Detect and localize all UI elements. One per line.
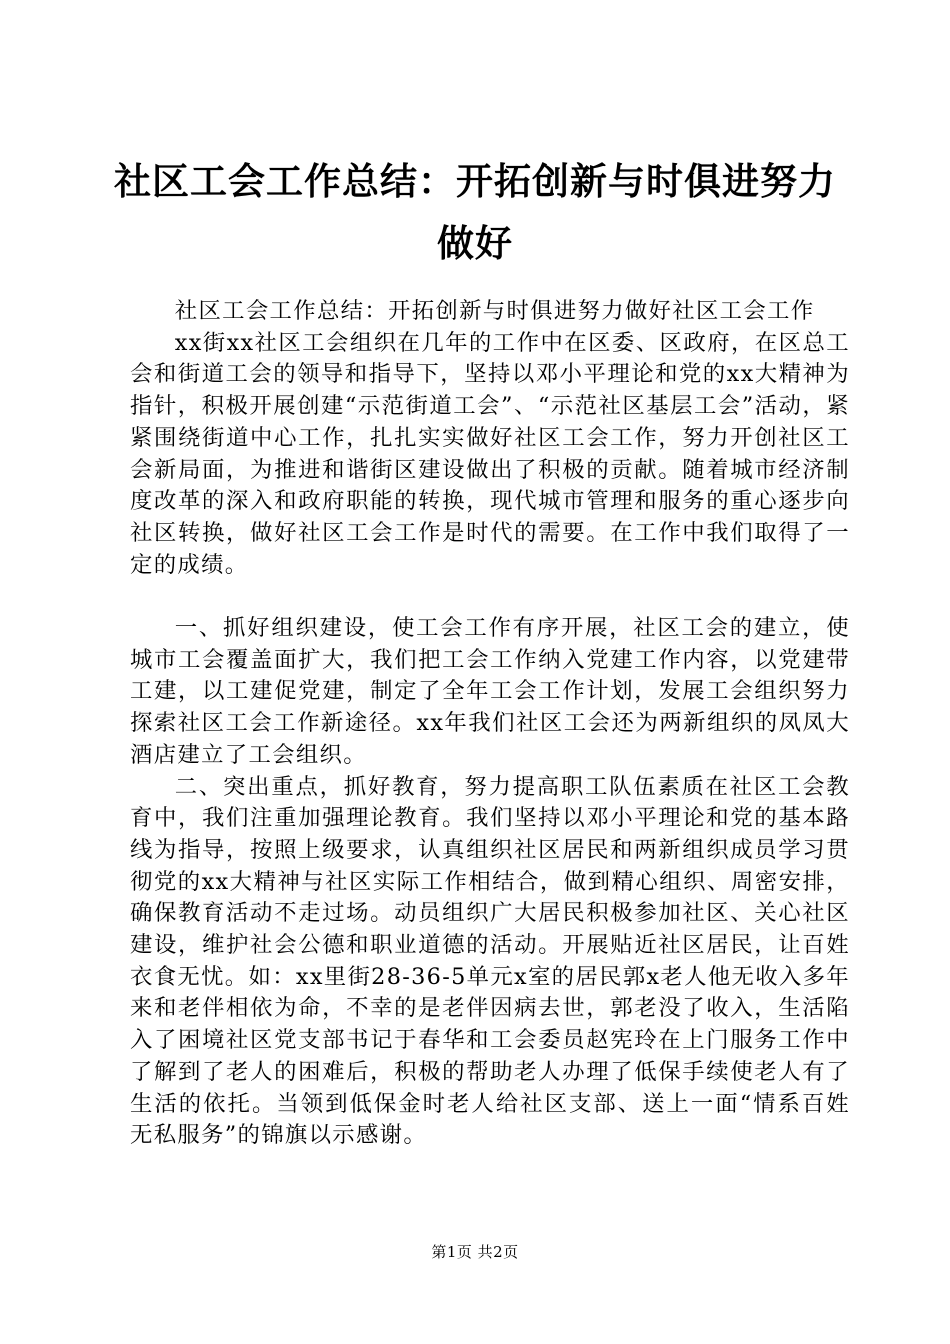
page-number-footer: 第1页 共2页 bbox=[431, 1243, 519, 1261]
paragraph-section-2: 二、突出重点，抓好教育，努力提高职工队伍素质在社区工会教育中，我们注重加强理论教育。我们坚持以邓小平理论和党的基本路线为指导，按照上级要求，认真组织社区居民和两新组织成员学习贯彻党的xx大精神与社区实际工作相结合，做到精心组织、周密安排，确保教育活动不走过场。动员组织广大居民积极参加社区、关心社区建设，维护社会公德和职业道德的活动。开展贴近社区居民，让百姓衣食无忧。如：xx里街28-36-5单元x室的居民郭x老人他无收入多年来和老伴相依为命，不幸的是老伴因病去世，郭老没了收入，生活陷入了困境社区党支部书记于春华和工会委员赵宪玲在上门服务工作中了解到了老人的困难后，积极的帮助老人办理了低保手续使老人有了生活的依托。当领到低保金时老人给社区支部、送上一面“情系百姓无私服务”的锦旗以示感谢。 bbox=[130, 773, 850, 1149]
paragraph-spacer bbox=[130, 581, 850, 613]
document-body bbox=[130, 296, 850, 1152]
paragraph-section-1: 一、抓好组织建设，使工会工作有序开展，社区工会的建立，使城市工会覆盖面扩大，我们把工会工作纳入党建工作内容，以党建带工建，以工建促党建，制定了全年工会工作计划，发展工会组织努力探索社区工会工作新途径。xx年我们社区工会还为两新组织的凤凤大酒店建立了工会组织。 bbox=[130, 615, 850, 768]
paragraph-overview: xx街xx社区工会组织在几年的工作中在区委、区政府，在区总工会和街道工会的领导和指导下，坚持以邓小平理论和党的xx大精神为指针，积极开展创建“示范街道工会”、“示范社区基层工会”活动，紧紧围绕街道中心工作，扎扎实实做好社区工会工作，努力开创社区工会新局面，为推进和谐街区建设做出了积极的贡献。随着城市经济制度改革的深入和政府职能的转换，现代城市管理和服务的重心逐步向社区转换，做好社区工会工作是时代的需要。在工作中我们取得了一定的成绩。 bbox=[130, 329, 850, 578]
paragraph-intro-heading: 社区工会工作总结：开拓创新与时俱进努力做好社区工会工作 bbox=[174, 298, 815, 324]
document-title: 社区工会工作总结：开拓创新与时俱进努力做好 bbox=[114, 159, 836, 265]
